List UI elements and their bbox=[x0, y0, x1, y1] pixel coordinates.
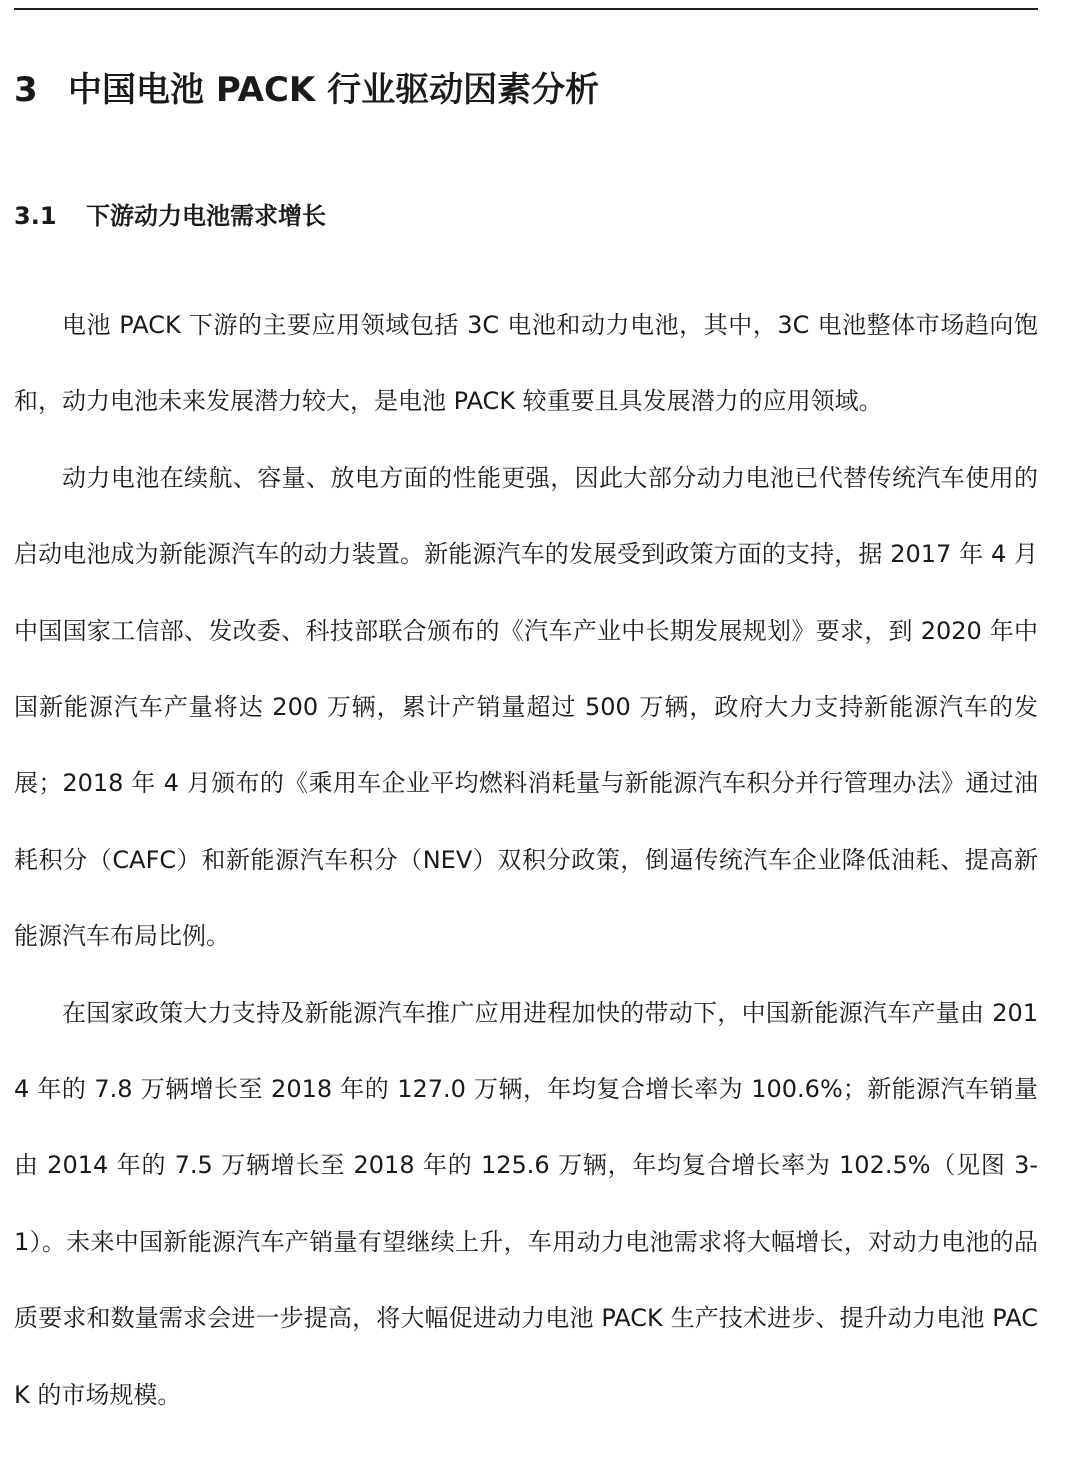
paragraph-3: 在国家政策大力支持及新能源汽车推广应用进程加快的带动下，中国新能源汽车产量由 2014 年的 7.8 万辆增长至 2018 年的 127.0 万辆，年均复合增长率为 100.6%；新能源汽车销量由 2014 年的 7.5 万辆增长至 2018 年的 125.6 万辆，年均复合增长率为 102.5%（见图 3-1）。未来中国新能源汽车产销量有望继续上升，车用动力电池需求将大幅增长，对动力电池的品质要求和数量需求会进一步提高，将大幅促进动力电池 PACK 生产技术进步、提升动力电池 PACK 的市场规模。 bbox=[14, 998, 1038, 1409]
header-rule bbox=[14, 8, 1038, 10]
section-number: 3 bbox=[14, 70, 38, 110]
section-title: 中国电池 PACK 行业驱动因素分析 bbox=[68, 70, 600, 110]
section-heading bbox=[14, 62, 599, 118]
paragraph-1: 电池 PACK 下游的主要应用领域包括 3C 电池和动力电池，其中，3C 电池整体市场趋向饱和，动力电池未来发展潜力较大，是电池 PACK 较重要且具发展潜力的应用领域。 bbox=[14, 311, 1038, 416]
subsection-heading bbox=[14, 196, 326, 236]
subsection-title: 下游动力电池需求增长 bbox=[86, 202, 326, 230]
body-text bbox=[14, 287, 1038, 1433]
paragraph-2: 动力电池在续航、容量、放电方面的性能更强，因此大部分动力电池已代替传统汽车使用的启动电池成为新能源汽车的动力装置。新能源汽车的发展受到政策方面的支持，据 2017 年 4 月中国国家工信部、发改委、科技部联合颁布的《汽车产业中长期发展规划》要求，到 2020 年中国新能源汽车产量将达 200 万辆，累计产销量超过 500 万辆，政府大力支持新能源汽车的发展；2018 年 4 月颁布的《乘用车企业平均燃料消耗量与新能源汽车积分并行管理办法》通过油耗积分（CAFC）和新能源汽车积分（NEV）双积分政策，倒逼传统汽车企业降低油耗、提高新能源汽车布局比例。 bbox=[14, 463, 1038, 951]
subsection-number: 3.1 bbox=[14, 202, 57, 230]
